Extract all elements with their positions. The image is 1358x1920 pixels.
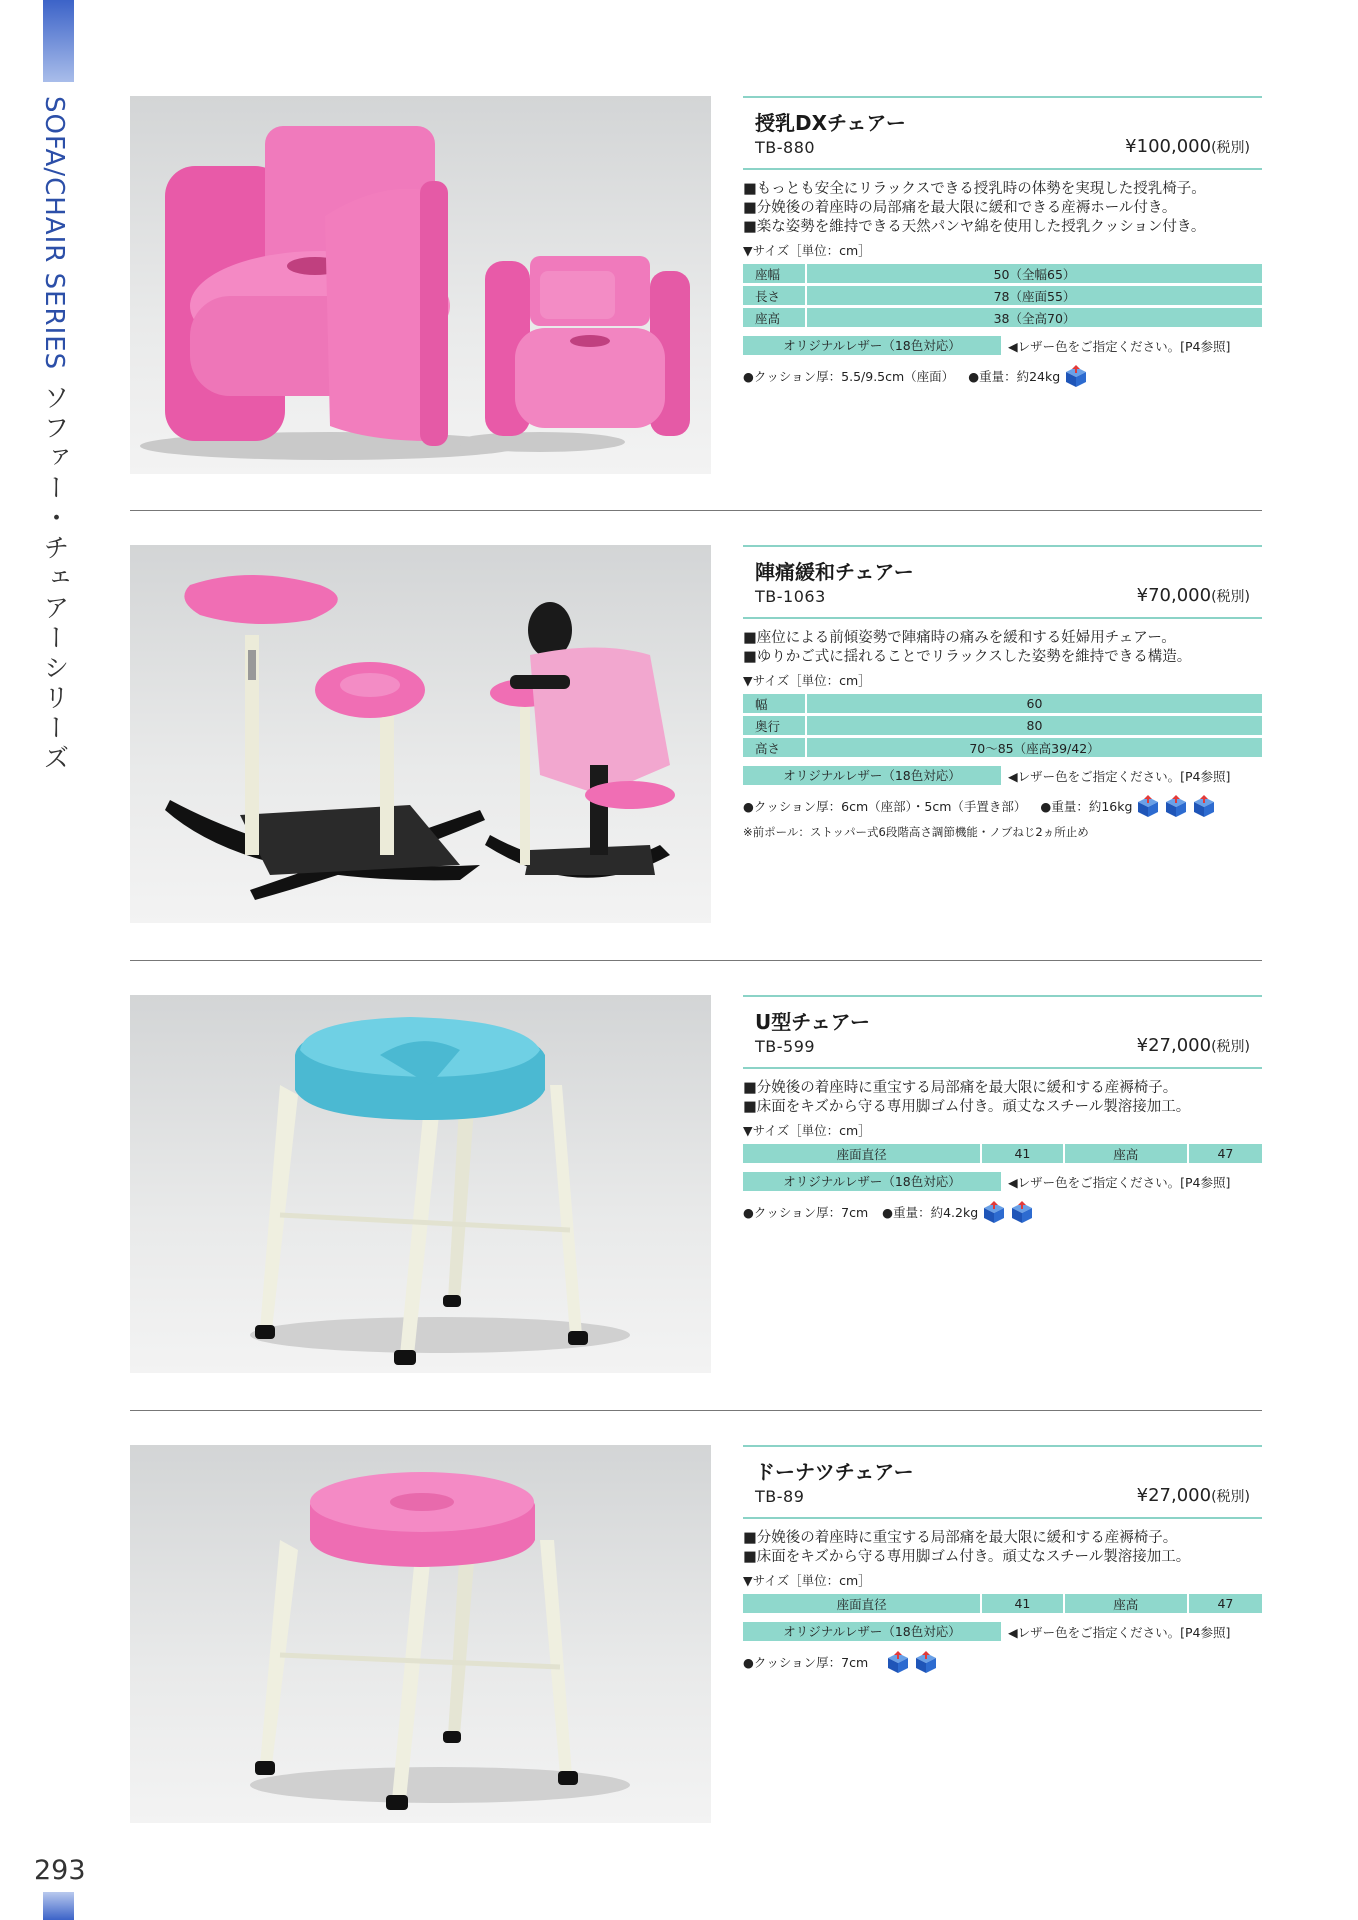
product-price: ¥27,000(税別) <box>1136 1485 1250 1506</box>
dimension-table <box>743 691 1262 760</box>
dimension-table <box>743 261 1262 330</box>
leather-note: ◀レザー色をご指定ください。[P4参照] <box>1008 769 1231 784</box>
product-name: ドーナツチェアー <box>755 1460 914 1484</box>
product-description: ■もっとも安全にリラックスできる授乳時の体勢を実現した授乳椅子。 ■分娩後の着座時の局部痛を最大限に緩和できる産褥ホール付き。 ■楽な姿勢を維持できる天然パンヤ綿を使用した授乳クッション付き。 <box>743 181 1206 235</box>
product-photo-nursing-chair <box>130 96 711 474</box>
product-name: U型チェアー <box>755 1010 871 1034</box>
package-box-icon <box>1136 794 1160 818</box>
product-description: ■座位による前傾姿勢で陣痛時の痛みを緩和する妊婦用チェアー。 ■ゆりかご式に揺れることでリラックスした姿勢を維持できる構造。 <box>743 630 1192 665</box>
section-divider <box>130 960 1262 961</box>
leather-badge: オリジナルレザー（18色対応） <box>743 1172 1001 1191</box>
product-tb-880 <box>130 96 1262 476</box>
side-accent-bar-bottom <box>43 1892 74 1920</box>
product-model: TB-89 <box>755 1487 805 1506</box>
table-row: 奥行 80 <box>743 716 1262 735</box>
series-title-en: SOFA/CHAIR SERIES <box>39 96 69 371</box>
product-name: 授乳DXチェアー <box>755 111 906 135</box>
top-rule <box>743 545 1262 547</box>
section-divider <box>130 510 1262 511</box>
top-rule <box>743 1445 1262 1447</box>
size-label: ▼サイズ［単位：cm］ <box>743 243 871 258</box>
series-title-jp: ソファー・チェアーシリーズ <box>39 384 69 775</box>
package-box-icon <box>1064 364 1088 388</box>
product-price: ¥27,000(税別) <box>1136 1035 1250 1056</box>
size-label: ▼サイズ［単位：cm］ <box>743 1123 871 1138</box>
table-row: 幅 60 <box>743 694 1262 713</box>
spec-row: ●クッション厚：6cm（座部）・5cm（手置き部） ●重量：約16kg <box>743 794 1262 818</box>
mid-rule <box>743 168 1262 170</box>
top-rule <box>743 995 1262 997</box>
product-info <box>743 995 1262 1224</box>
product-photo-labor-chair <box>130 545 711 923</box>
product-info <box>743 545 1262 840</box>
leather-note: ◀レザー色をご指定ください。[P4参照] <box>1008 1625 1231 1640</box>
product-price: ¥70,000(税別) <box>1136 585 1250 606</box>
product-tb-599 <box>130 995 1262 1375</box>
top-rule <box>743 96 1262 98</box>
product-info <box>743 1445 1262 1674</box>
table-row: 高さ 70〜85（座高39/42） <box>743 738 1262 757</box>
package-box-icon <box>1164 794 1188 818</box>
package-box-icon <box>1192 794 1216 818</box>
package-box-icon <box>1010 1200 1034 1224</box>
page-number: 293 <box>34 1855 86 1886</box>
table-row: 座面直径 41 座高 47 <box>743 1144 1262 1163</box>
spec-row: ●クッション厚：5.5/9.5cm（座面） ●重量：約24kg <box>743 364 1262 388</box>
spec-row: ●クッション厚：7cm <box>743 1650 1262 1674</box>
product-price: ¥100,000(税別) <box>1125 136 1250 157</box>
product-model: TB-1063 <box>755 587 826 606</box>
product-description: ■分娩後の着座時に重宝する局部痛を最大限に緩和する産褥椅子。 ■床面をキズから守る専用脚ゴム付き。頑丈なスチール製溶接加工。 <box>743 1530 1191 1565</box>
leather-note: ◀レザー色をご指定ください。[P4参照] <box>1008 339 1231 354</box>
table-row: 長さ 78（座面55） <box>743 286 1262 305</box>
leather-badge: オリジナルレザー（18色対応） <box>743 766 1001 785</box>
package-box-icon <box>982 1200 1006 1224</box>
product-info <box>743 96 1262 388</box>
mid-rule <box>743 617 1262 619</box>
table-row: 座高 38（全高70） <box>743 308 1262 327</box>
side-accent-bar-top <box>43 0 74 82</box>
dimension-table <box>743 1141 1262 1166</box>
product-model: TB-880 <box>755 138 816 157</box>
product-tb-1063 <box>130 545 1262 925</box>
mid-rule <box>743 1067 1262 1069</box>
mid-rule <box>743 1517 1262 1519</box>
product-name: 陣痛緩和チェアー <box>755 560 914 584</box>
product-model: TB-599 <box>755 1037 816 1056</box>
package-box-icon <box>914 1650 938 1674</box>
spec-row: ●クッション厚：7cm ●重量：約4.2kg <box>743 1200 1262 1224</box>
product-photo-donut-chair <box>130 1445 711 1823</box>
product-tb-89 <box>130 1445 1262 1825</box>
section-divider <box>130 1410 1262 1411</box>
leather-badge: オリジナルレザー（18色対応） <box>743 336 1001 355</box>
product-description: ■分娩後の着座時に重宝する局部痛を最大限に緩和する産褥椅子。 ■床面をキズから守る専用脚ゴム付き。頑丈なスチール製溶接加工。 <box>743 1080 1191 1115</box>
product-note: ※前ポール：ストッパー式6段階高さ調節機能・ノブねじ2ヵ所止め <box>743 825 1089 839</box>
package-box-icon <box>886 1650 910 1674</box>
series-title <box>36 96 73 774</box>
size-label: ▼サイズ［単位：cm］ <box>743 673 871 688</box>
size-label: ▼サイズ［単位：cm］ <box>743 1573 871 1588</box>
dimension-table <box>743 1591 1262 1616</box>
table-row: 座幅 50（全幅65） <box>743 264 1262 283</box>
leather-badge: オリジナルレザー（18色対応） <box>743 1622 1001 1641</box>
leather-note: ◀レザー色をご指定ください。[P4参照] <box>1008 1175 1231 1190</box>
table-row: 座面直径 41 座高 47 <box>743 1594 1262 1613</box>
product-photo-u-chair <box>130 995 711 1373</box>
